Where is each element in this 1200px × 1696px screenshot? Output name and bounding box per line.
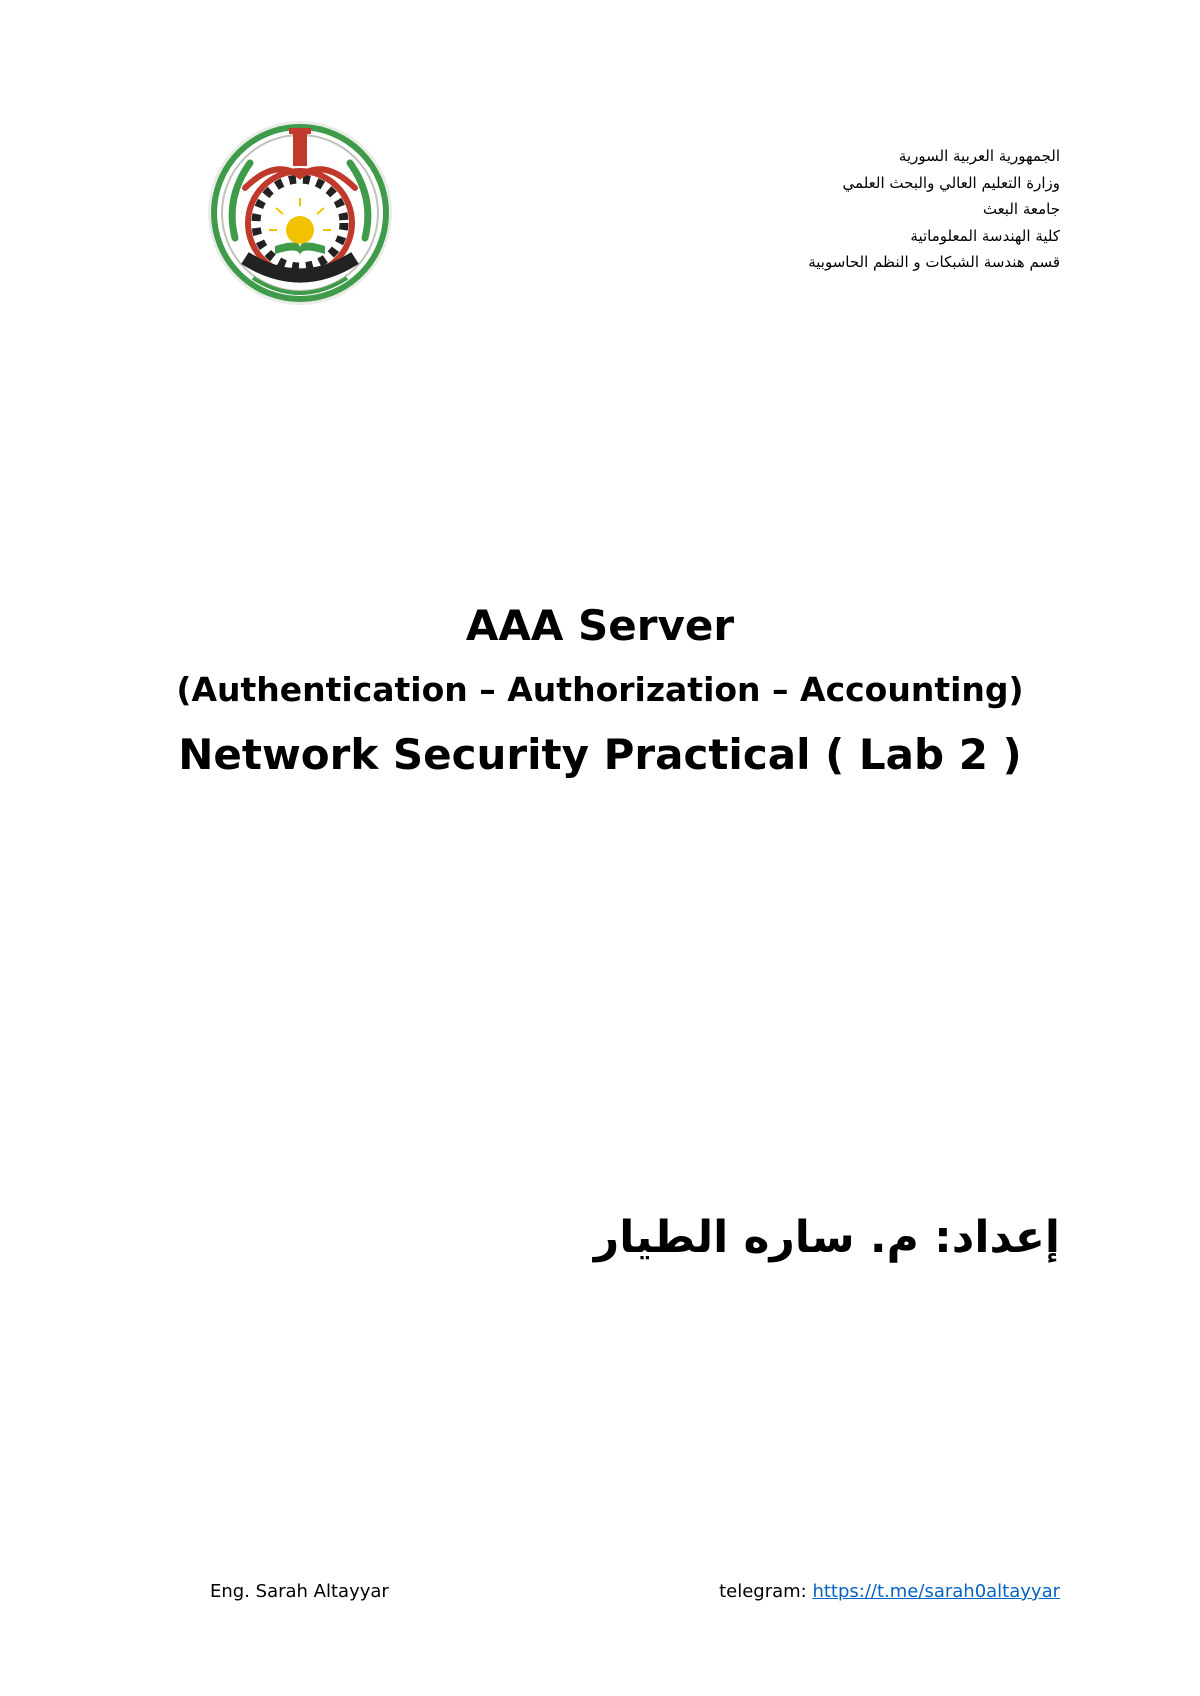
arabic-line-republic: الجمهورية العربية السورية [898,147,1060,165]
al-baath-university-seal-icon [205,118,395,308]
arabic-institution-header [660,143,1060,276]
university-logo [205,118,395,308]
telegram-label: telegram: [719,1581,807,1602]
lab-title: Network Security Practical ( Lab 2 ) [178,730,1022,779]
arabic-line-faculty: كلية الهندسة المعلوماتية [910,226,1060,245]
telegram-link[interactable]: https://t.me/sarah0altayyar [812,1581,1060,1602]
footer-telegram [719,1580,1060,1604]
document-subtitle: (Authentication – Authorization – Accounting) [176,670,1024,709]
arabic-line-department: قسم هندسة الشبكات و النظم الحاسوبية [808,253,1060,271]
prepared-by: إعداد: م. ساره الطيار [593,1212,1060,1263]
footer-author: Eng. Sarah Altayyar [210,1581,389,1602]
arabic-line-university: جامعة البعث [982,200,1060,218]
arabic-line-ministry: وزارة التعليم العالي والبحث العلمي [842,173,1060,192]
document-title: AAA Server [465,601,735,650]
